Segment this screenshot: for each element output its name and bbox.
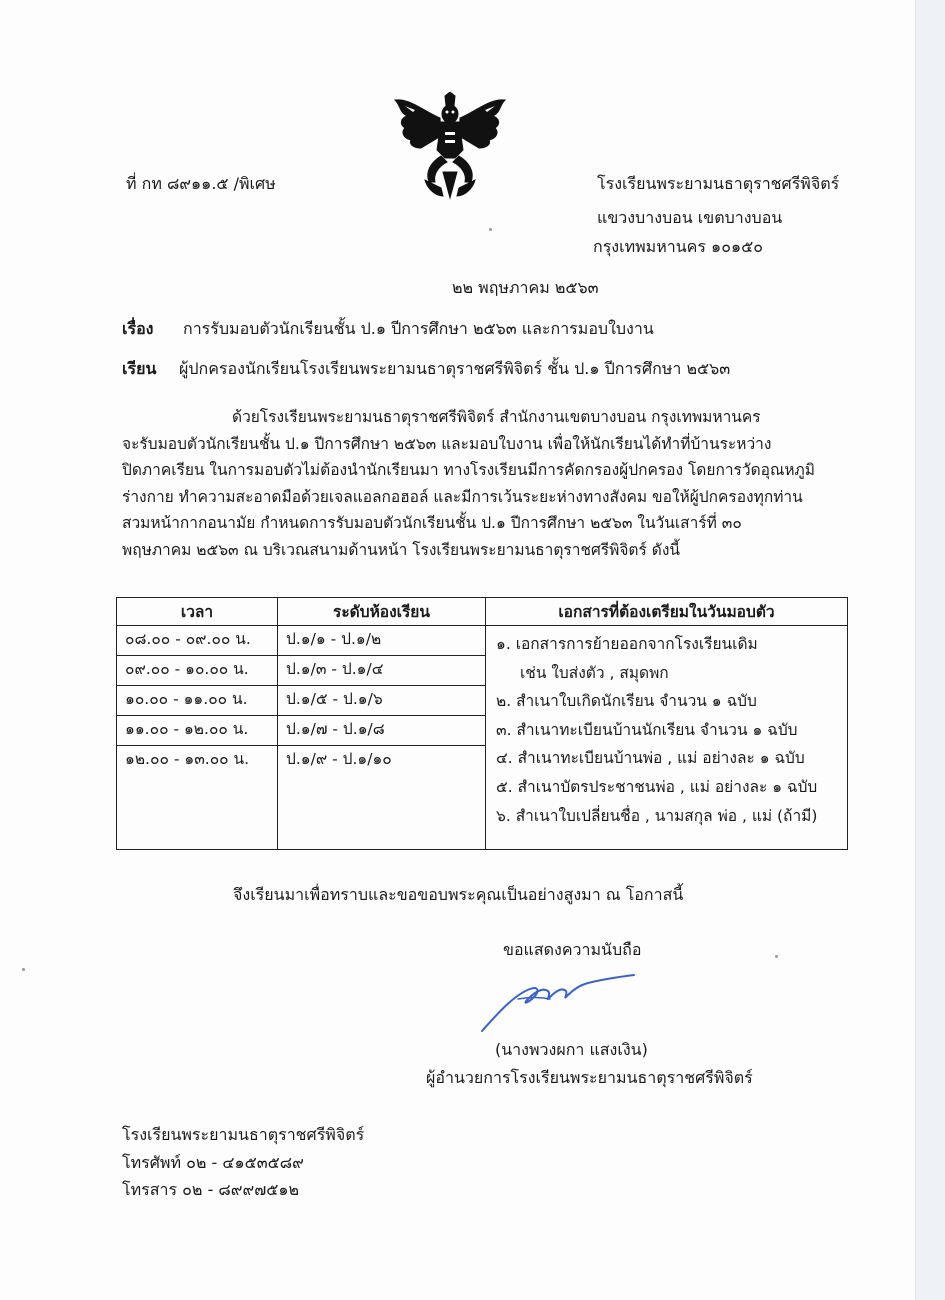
column-header-time: เวลา: [117, 598, 278, 626]
document-item: ๖. สำเนาใบเปลี่ยนชื่อ , นามสกุล พ่อ , แม่ (ถ้ามี): [496, 806, 818, 825]
document-item: ๑. เอกสารการย้ายออกจากโรงเรียนเดิม: [496, 635, 758, 653]
document-item: ๔. สำเนาทะเบียนบ้านพ่อ , แม่ อย่างละ ๑ ฉบับ: [496, 749, 805, 768]
scan-speck: [775, 955, 778, 958]
scan-speck: [489, 228, 492, 231]
table-row: [117, 626, 848, 850]
body-line: ด้วยโรงเรียนพระยามนธาตุราชศรีพิจิตร์ สำนักงานเขตบางบอน กรุงเทพมหานคร: [232, 408, 761, 426]
column-header-class: ระดับห้องเรียน: [278, 598, 486, 626]
recipient-label: เรียน: [122, 359, 157, 378]
footer-school: โรงเรียนพระยามนธาตุราชศรีพิจิตร์: [122, 1125, 365, 1144]
schedule-table: [116, 597, 848, 850]
class-cell: ป.๑/๓ - ป.๑/๔: [278, 656, 485, 686]
scan-margin: [915, 0, 945, 1300]
class-cell: ป.๑/๕ - ป.๑/๖: [278, 686, 485, 716]
address-line2: กรุงเทพมหานคร ๑๐๑๕๐: [593, 237, 764, 256]
recipient-text: ผู้ปกครองนักเรียนโรงเรียนพระยามนธาตุราชศรีพิจิตร์ ชั้น ป.๑ ปีการศึกษา ๒๕๖๓: [179, 359, 731, 378]
documents-column: [486, 626, 848, 850]
body-line: ร่างกาย ทำความสะอาดมือด้วยเจลแอลกอฮอล์ และมีการเว้นระยะห่างทางสังคม ขอให้ผู้ปกครองทุกท่าน: [122, 487, 803, 506]
footer-phone: โทรศัพท์ ๐๒ - ๔๑๕๓๕๘๙: [122, 1153, 304, 1172]
time-cell: ๐๙.๐๐ - ๑๐.๐๐ น.: [117, 656, 277, 686]
column-header-documents: เอกสารที่ต้องเตรียมในวันมอบตัว: [486, 598, 848, 626]
body-line: จะรับมอบตัวนักเรียนชั้น ป.๑ ปีการศึกษา ๒๕๖๓ และมอบใบงาน เพื่อให้นักเรียนได้ทำที่บ้านระหว่าง: [122, 434, 772, 453]
class-column: [278, 626, 486, 850]
subject-label: เรื่อง: [122, 319, 154, 338]
document-item: เช่น ใบส่งตัว , สมุดพก: [520, 663, 669, 682]
body-line: สวมหน้ากากอนามัย กำหนดการรับมอบตัวนักเรียนชั้น ป.๑ ปีการศึกษา ๒๕๖๓ ในวันเสาร์ที่ ๓๐: [122, 514, 742, 532]
body-line: ปิดภาคเรียน ในการมอบตัวไม่ต้องนำนักเรียนมา ทางโรงเรียนมีการคัดกรองผู้ปกครอง โดยการวัดอุณหภูมิ: [122, 461, 815, 479]
document-item: ๕. สำเนาบัตรประชาชนพ่อ , แม่ อย่างละ ๑ ฉบับ: [496, 777, 818, 796]
closing-statement: จึงเรียนมาเพื่อทราบและขอขอบพระคุณเป็นอย่างสูงมา ณ โอกาสนี้: [233, 885, 684, 904]
scan-speck: [22, 968, 25, 971]
subject-text: การรับมอบตัวนักเรียนชั้น ป.๑ ปีการศึกษา ๒๕๖๓ และการมอบใบงาน: [183, 319, 654, 338]
time-cell: ๐๘.๐๐ - ๐๙.๐๐ น.: [117, 626, 277, 656]
document-item: ๒. สำเนาใบเกิดนักเรียน จำนวน ๑ ฉบับ: [496, 692, 757, 711]
document-item: ๓. สำเนาทะเบียนบ้านนักเรียน จำนวน ๑ ฉบับ: [496, 720, 798, 739]
handwritten-signature: [478, 973, 638, 1035]
time-cell: ๑๑.๐๐ - ๑๒.๐๐ น.: [117, 716, 277, 746]
class-cell: ป.๑/๗ - ป.๑/๘: [278, 716, 485, 746]
letter-date: ๒๒ พฤษภาคม ๒๕๖๓: [452, 278, 599, 297]
school-name-header: โรงเรียนพระยามนธาตุราชศรีพิจิตร์: [597, 174, 840, 193]
body-paragraph: [122, 404, 822, 563]
time-cell: ๑๒.๐๐ - ๑๓.๐๐ น.: [125, 750, 250, 768]
ref-number: ที่ กท ๘๙๑๑.๕ /พิเศษ: [126, 174, 276, 193]
body-line: พฤษภาคม ๒๕๖๓ ณ บริเวณสนามด้านหน้า โรงเรียนพระยามนธาตุราชศรีพิจิตร์ ดังนี้: [122, 540, 680, 559]
class-cell: ป.๑/๙ - ป.๑/๑๐: [286, 750, 392, 768]
signer-name: (นางพวงผกา แสงเงิน): [495, 1040, 648, 1059]
time-cell: ๑๐.๐๐ - ๑๑.๐๐ น.: [117, 686, 277, 716]
time-column: [117, 626, 278, 850]
signer-title: ผู้อำนวยการโรงเรียนพระยามนธาตุราชศรีพิจิตร์: [426, 1068, 753, 1087]
table-header-row: [117, 598, 848, 626]
class-cell: ป.๑/๑ - ป.๑/๒: [278, 626, 485, 656]
footer-fax: โทรสาร ๐๒ - ๘๙๙๗๕๑๒: [122, 1180, 300, 1199]
address-line1: แขวงบางบอน เขตบางบอน: [597, 208, 783, 227]
closing-regards: ขอแสดงความนับถือ: [503, 940, 642, 959]
garuda-emblem-icon: [385, 92, 515, 200]
